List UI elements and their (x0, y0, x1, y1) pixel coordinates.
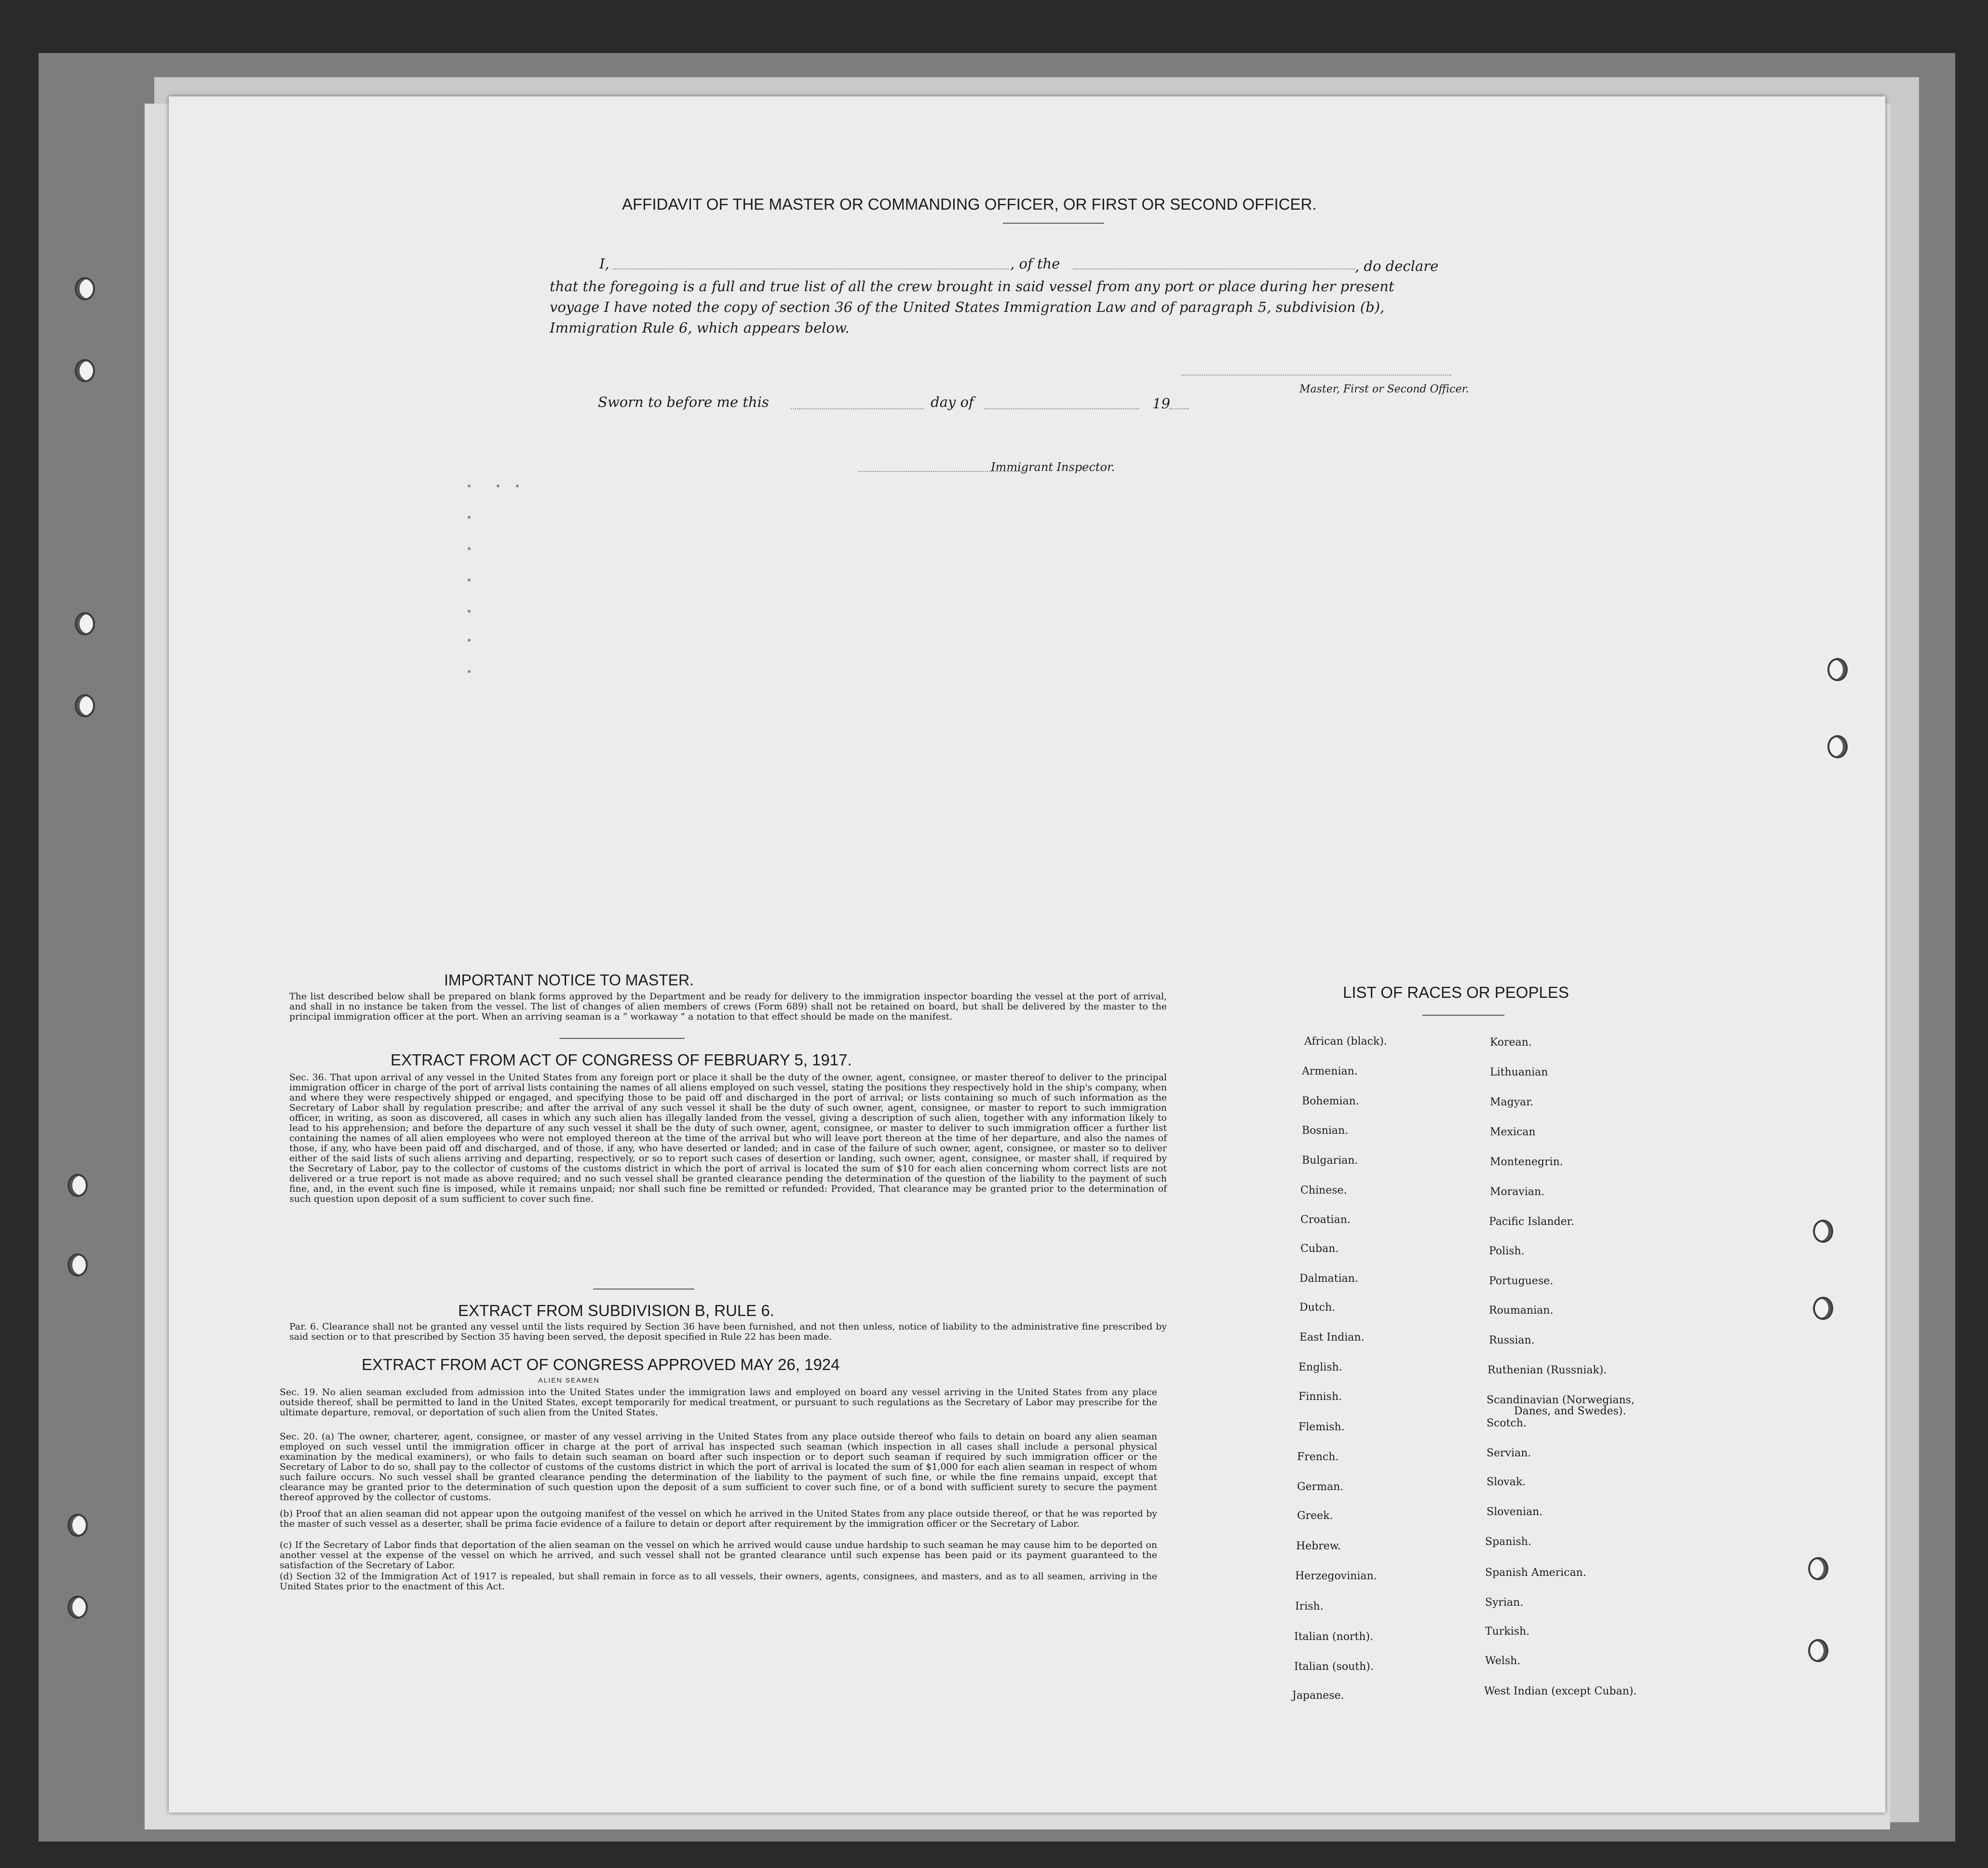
master-signature-field[interactable] (1181, 374, 1451, 376)
vessel-field[interactable] (1073, 268, 1355, 269)
race-item: Dalmatian. (1299, 1273, 1358, 1285)
race-item: Scotch. (1487, 1417, 1527, 1429)
race-item: Greek. (1297, 1510, 1333, 1522)
sworn-year-field[interactable] (1169, 407, 1189, 409)
race-item: Russian. (1489, 1334, 1535, 1346)
race-item: Lithuanian (1490, 1066, 1548, 1078)
race-item: Montenegrin. (1490, 1156, 1563, 1168)
race-item: Portuguese. (1489, 1275, 1554, 1287)
sworn-label: Sworn to before me this (598, 394, 769, 410)
punch-hole (1827, 658, 1848, 681)
sworn-month-field[interactable] (985, 407, 1139, 409)
race-item: Irish. (1295, 1600, 1324, 1613)
punch-hole (1813, 1297, 1833, 1320)
divider (1422, 1015, 1504, 1016)
divider (1003, 223, 1104, 224)
race-item: West Indian (except Cuban). (1484, 1685, 1637, 1697)
race-item: Polish. (1489, 1245, 1525, 1257)
year-label: 19 (1152, 395, 1170, 412)
extract-1924-section-20d: (d) Section 32 of the Immigration Act of 1917 is repealed, but shall remain in force as to all vessels, their owners, agents, consignees, and masters, and as to all seamen, arriving in the United States prior to the enactment of this Act. (280, 1571, 1157, 1592)
race-item: Slovak. (1487, 1476, 1526, 1488)
affidavit-line-4: Immigration Rule 6, which appears below. (550, 320, 850, 336)
race-item: Cuban. (1300, 1243, 1339, 1255)
race-item: Bohemian. (1302, 1095, 1359, 1107)
faint-mark (497, 484, 500, 487)
punch-hole (68, 1174, 88, 1197)
affidavit-line-3: voyage I have noted the copy of section 36 of the United States Immigration Law and of paragraph 5, subdivision (b), (550, 299, 1385, 315)
race-item: Syrian. (1485, 1597, 1524, 1609)
race-item: African (black). (1304, 1035, 1387, 1048)
name-field[interactable] (613, 268, 1009, 269)
faint-mark (468, 516, 471, 519)
punch-hole (1827, 735, 1848, 758)
race-item: Scandinavian (Norwegians, (1487, 1394, 1635, 1406)
faint-mark (468, 610, 471, 613)
extract-1924-section-19: Sec. 19. No alien seaman excluded from admission into the United States under the immigration laws and employed on board any vessel arriving in the United States from any place outside thereof, shall be permitted to land in the United States, except temporarily for medical treatment, or pursuant to such regulations as the Secretary of Labor may prescribe for the ultimate departure, removal, or deportation of such alien from the United States. (280, 1387, 1157, 1418)
affidavit-of-the-label: , of the (1010, 255, 1060, 272)
race-item: Dutch. (1299, 1302, 1336, 1314)
faint-mark (468, 670, 471, 673)
extract-rule6-title: EXTRACT FROM SUBDIVISION B, RULE 6. (458, 1302, 774, 1319)
sworn-day-field[interactable] (791, 407, 923, 409)
race-item: Herzegovinian. (1295, 1570, 1377, 1582)
race-item: Ruthenian (Russniak). (1488, 1364, 1607, 1376)
race-item: Bosnian. (1302, 1125, 1349, 1137)
affidavit-line-2: that the foregoing is a full and true list of all the crew brought in said vessel from any port or place during her present (550, 278, 1394, 295)
race-item: Pacific Islander. (1489, 1216, 1574, 1228)
race-item: Roumanian. (1489, 1304, 1554, 1317)
notice-title: IMPORTANT NOTICE TO MASTER. (444, 971, 694, 989)
punch-hole (75, 694, 95, 717)
race-item: Slovenian. (1487, 1506, 1543, 1518)
faint-mark (468, 639, 471, 642)
race-item: Italian (south). (1294, 1661, 1374, 1673)
race-item: Armenian. (1302, 1065, 1358, 1077)
punch-hole (68, 1596, 88, 1619)
extract-1924-section-20a: Sec. 20. (a) The owner, charterer, agent, consignee, or master of any vessel arriving in the United States from any place outside thereof who fails to detain on board any alien seaman employed on such vessel until the immigration officer in charge at the port of arrival has inspected such seaman (which inspection in all cases shall include a personal physical examination by the medical examiners), or who fails to detain such seaman on board after such inspection or to deport such seaman if required by such immigration officer or the Secretary of Labor to do so, shall pay to the collector of customs of the customs district in which the port of arrival is located the sum of $1,000 for each alien seaman in respect of whom such failure occurs. No such vessel shall be granted clearance pending the determination of the liability to the payment of such fine, or while the fine remains unpaid, except that clearance may be granted prior to the determination of such question upon the deposit of a sum sufficient to cover such fine, or of a bond with sufficient surety to secure the payment thereof approved by the collector of customs. (280, 1431, 1157, 1503)
race-item: French. (1297, 1451, 1339, 1463)
punch-hole (1813, 1220, 1833, 1243)
race-item: Japanese. (1292, 1690, 1344, 1702)
punch-hole (75, 359, 95, 382)
affidavit-i-label: I, (599, 255, 609, 272)
race-item: German. (1297, 1481, 1344, 1493)
extract-1917-title: EXTRACT FROM ACT OF CONGRESS OF FEBRUARY 5, 1917. (391, 1051, 852, 1069)
extract-1924-subtitle: ALIEN SEAMEN (538, 1376, 600, 1384)
master-label: Master, First or Second Officer. (1299, 383, 1469, 395)
race-item: Bulgarian. (1302, 1155, 1358, 1167)
race-item: Mexican (1490, 1126, 1536, 1138)
race-item: Spanish. (1485, 1536, 1531, 1548)
race-item: Hebrew. (1296, 1540, 1341, 1552)
document-page (169, 96, 1885, 1813)
race-item: Welsh. (1485, 1655, 1521, 1667)
affidavit-do-declare: , do declare (1355, 258, 1439, 274)
races-title: LIST OF RACES OR PEOPLES (1343, 983, 1569, 1001)
punch-hole (1808, 1557, 1828, 1580)
race-item: Turkish. (1485, 1626, 1530, 1638)
race-item: Chinese. (1300, 1184, 1347, 1196)
punch-hole (75, 612, 95, 635)
race-item: Finnish. (1298, 1391, 1342, 1403)
extract-1924-title: EXTRACT FROM ACT OF CONGRESS APPROVED MAY 26, 1924 (362, 1356, 840, 1373)
race-item: Flemish. (1298, 1421, 1345, 1433)
race-item: Magyar. (1490, 1096, 1534, 1108)
punch-hole (68, 1514, 88, 1537)
inspector-label: Immigrant Inspector. (991, 460, 1115, 474)
race-item: Korean. (1490, 1036, 1532, 1048)
faint-mark (516, 484, 519, 487)
faint-mark (468, 578, 471, 581)
extract-1924-section-20c: (c) If the Secretary of Labor finds that deportation of the alien seaman on the vessel on which he arrived would cause undue hardship to such seaman he may cause him to be deported on another vessel at the expense of the vessel on which he arrived, and such vessel shall not be granted clearance until such expense has been paid or its payment guaranteed to the satisfaction of the Secretary of Labor. (280, 1540, 1157, 1571)
faint-mark (468, 547, 471, 550)
extract-rule6-body: Par. 6. Clearance shall not be granted any vessel until the lists required by Section 36 have been furnished, and not then unless, notice of liability to the administrative fine prescribed by said section or to that prescribed by Section 35 having been served, the deposit specified in Rule 22 has been made. (289, 1321, 1167, 1342)
race-item: Spanish American. (1485, 1567, 1586, 1579)
extract-1917-body: Sec. 36. That upon arrival of any vessel in the United States from any foreign port or place it shall be the duty of the owner, agent, consignee, or master thereof to deliver to the principal immigration officer in charge of the port of arrival lists containing the names of all aliens employed on such vessel, stating the positions they respectively hold in the ship's company, when and where they were respectively shipped or engaged, and specifying those to be paid off and discharged in the port of arrival; or lists containing so much of such information as the Secretary of Labor shall by regulation prescribe; and after the arrival of any such vessel it shall be the duty of such owner, agent, consignee, or master to report to such immigration officer, in writing, as soon as discovered, all cases in which any such alien has illegally landed from the vessel, giving a description of such alien, together with any information likely to lead to his apprehension; and before the departure of any such vessel it shall be the duty of such owner, agent, consignee, or master to deliver to such immigration officer a further list containing the names of all alien employees who were not employed thereon at the time of the arrival but who will leave port thereon at the time of her departure, and also the names of those, if any, who have been paid off and discharged, and of those, if any, who have deserted or landed; and in case of the failure of such owner, agent, consignee, or master so to deliver either of the said lists of such aliens arriving and departing, respectively, or so to report such cases of desertion or landing, such owner, agent, consignee, or master shall, if required by the Secretary of Labor, pay to the collector of customs of the customs district in which the port of arrival is located the sum of $10 for each alien concerning whom correct lists are not delivered or a true report is not made as above required; and no such vessel shall be granted clearance pending the determination of the question of the liability to the payment of such fine, and, in the event such fine is imposed, while it remains unpaid; nor shall such fine be remitted or refunded: Provided, That clearance may be granted prior to the determination of such question upon deposit of a sum sufficient to cover such fine. (289, 1072, 1167, 1204)
race-item: Italian (north). (1294, 1631, 1374, 1643)
race-item: Danes, and Swedes). (1514, 1405, 1626, 1417)
affidavit-title: AFFIDAVIT OF THE MASTER OR COMMANDING OFFICER, OR FIRST OR SECOND OFFICER. (622, 195, 1317, 213)
notice-body: The list described below shall be prepared on blank forms approved by the Department and be ready for delivery to the immigration inspector boarding the vessel at the port of arrival, and shall in no instance be taken from the vessel. The list of changes of alien members of crews (Form 689) shall not be retained on board, but shall be delivered by the master to the principal immigration officer at the port. When an arriving seaman is a “ workaway ” a notation to that effect should be made on the manifest. (289, 991, 1167, 1022)
race-item: East Indian. (1299, 1331, 1365, 1344)
race-item: Moravian. (1490, 1186, 1545, 1198)
punch-hole (75, 277, 95, 300)
punch-hole (68, 1253, 88, 1277)
divider (593, 1289, 694, 1290)
extract-1924-section-20b: (b) Proof that an alien seaman did not appear upon the outgoing manifest of the vessel on which he arrived in the United States from any place outside thereof, or that he was reported by the master of such vessel as a deserter, shall be prima facie evidence of a failure to detain or deport after requirement by the immigration officer or the Secretary of Labor. (280, 1508, 1157, 1529)
faint-mark (468, 484, 471, 487)
day-of-label: day of (931, 394, 974, 410)
punch-hole (1808, 1639, 1828, 1662)
divider (559, 1038, 685, 1039)
race-item: Servian. (1487, 1447, 1531, 1459)
race-item: Croatian. (1300, 1214, 1351, 1226)
race-item: English. (1298, 1361, 1342, 1373)
